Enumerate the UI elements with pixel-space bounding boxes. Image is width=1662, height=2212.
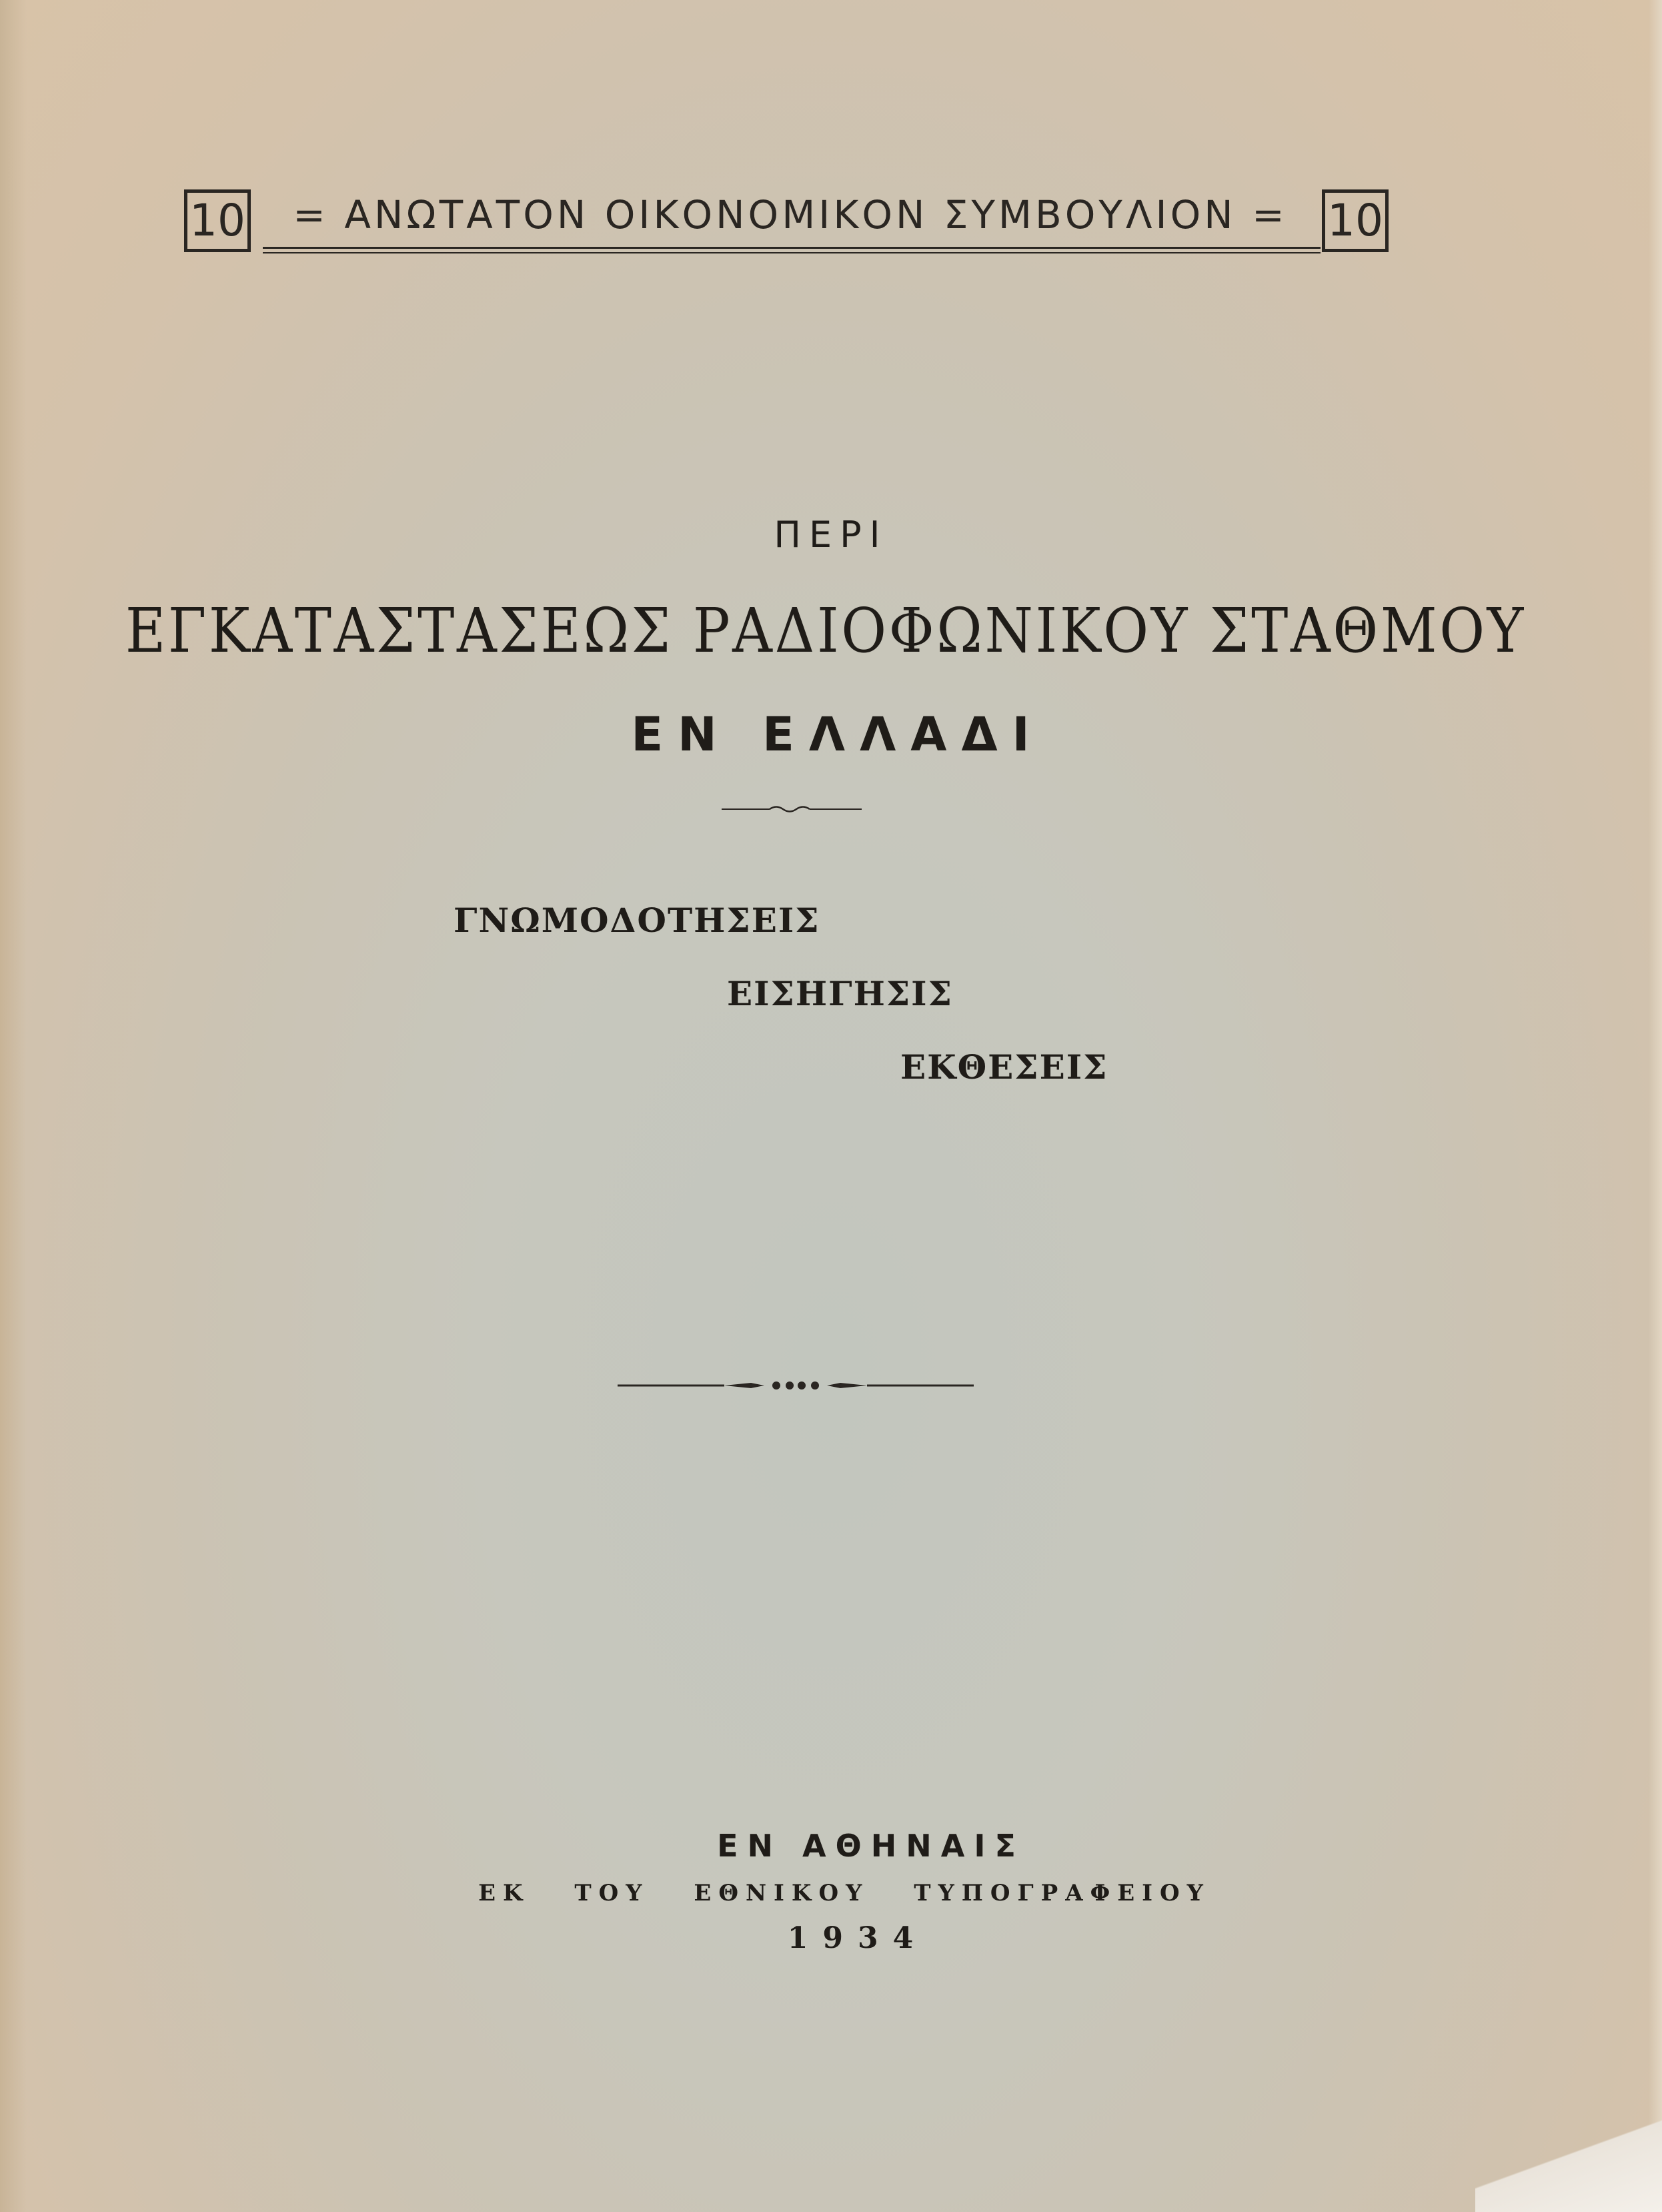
title-line-2: ΕΓΚΑΤΑΣΤΑΣΕΩΣ ΡΑΔΙΟΦΩΝΙΚΟΥ ΣΤΑΘΜΟΥ	[125, 595, 1526, 666]
series-header	[180, 187, 1394, 260]
torn-corner	[1475, 2112, 1662, 2212]
imprint-year: 1934	[787, 1921, 928, 1955]
series-number-left: 10	[184, 189, 251, 252]
series-number-right: 10	[1322, 189, 1389, 252]
title-line-1: ΠΕΡΙ	[774, 514, 888, 556]
contents-item-3: ΕΚΘΕΣΕΙΣ	[900, 1047, 1108, 1087]
small-ornament-divider	[722, 803, 862, 815]
contents-item-2: ΕΙΣΗΓΗΣΙΣ	[727, 974, 953, 1013]
contents-item-1: ΓΝΩΜΟΔΟΤΗΣΕΙΣ	[454, 901, 820, 940]
title-line-3: ΕΝ ΕΛΛΑΔΙ	[631, 707, 1044, 762]
imprint-printer: ΕΚ ΤΟΥ ΕΘΝΙΚΟΥ ΤΥΠΟΓΡΑΦΕΙΟΥ	[478, 1880, 1210, 1906]
header-underline	[263, 247, 1321, 249]
header-underline-second	[263, 252, 1321, 253]
series-title: = ΑΝΩΤΑΤΟΝ ΟΙΚΟΝΟΜΙΚΟΝ ΣΥΜΒΟΥΛΙΟΝ =	[293, 192, 1288, 237]
imprint-place: ΕΝ ΑΘΗΝΑΙΣ	[717, 1828, 1025, 1864]
large-ornament-divider	[618, 1375, 974, 1396]
